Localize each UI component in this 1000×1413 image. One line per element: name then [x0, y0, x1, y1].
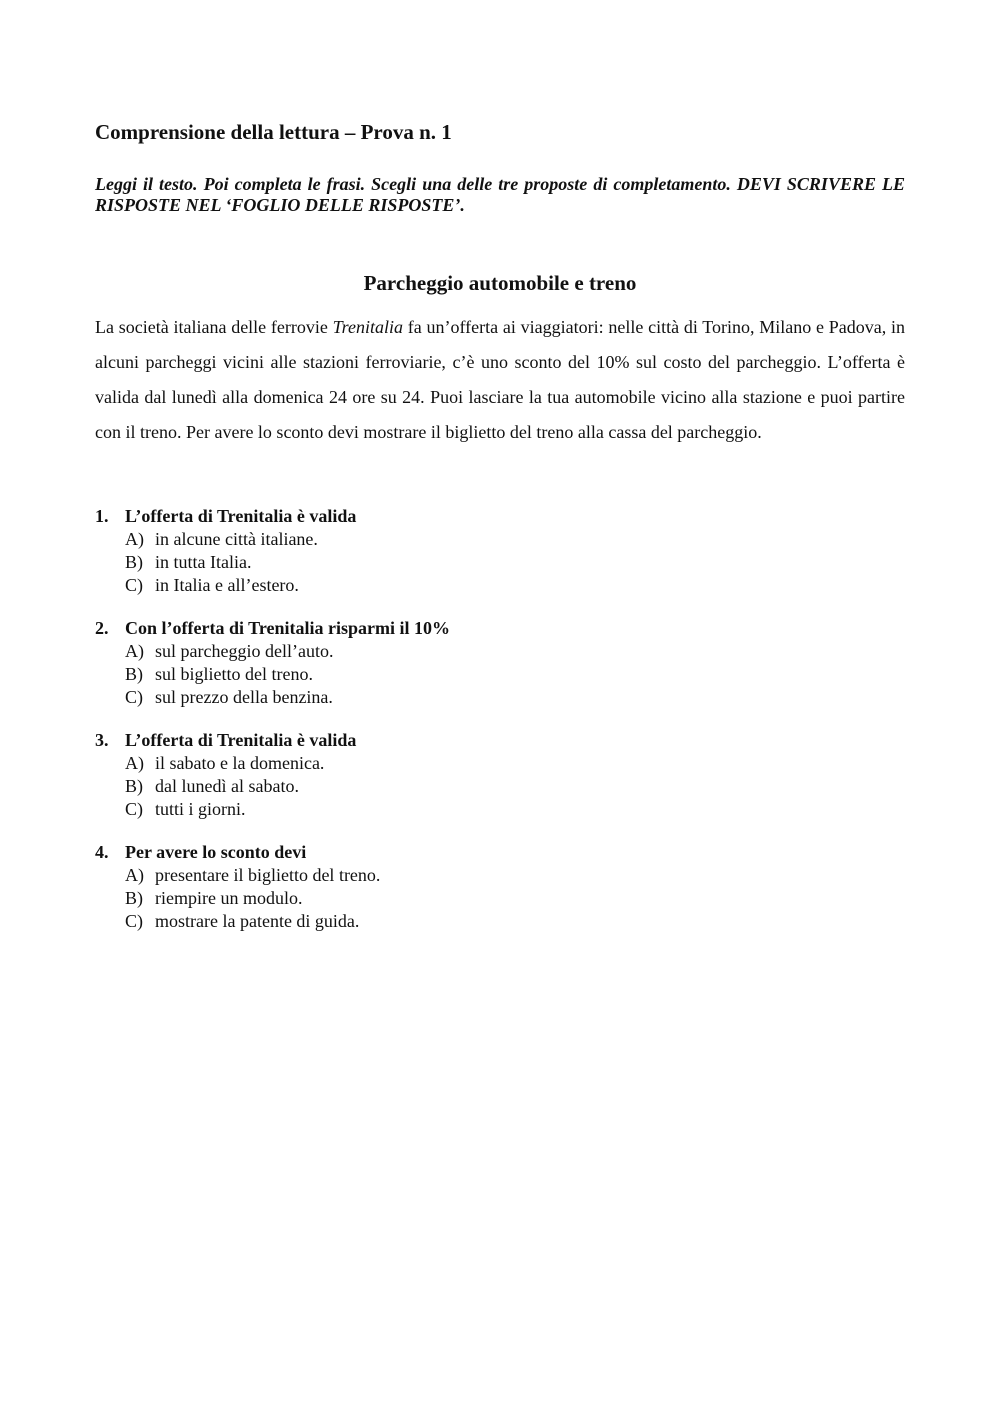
page-title: Comprensione della lettura – Prova n. 1 — [95, 120, 452, 144]
option-letter: A) — [125, 641, 144, 661]
option-text: presentare il biglietto del treno. — [155, 865, 381, 885]
option-c — [125, 574, 905, 597]
passage-text-start: La società italiana delle ferrovie — [95, 317, 333, 337]
option-list — [95, 528, 905, 597]
option-text: mostrare la patente di guida. — [155, 911, 360, 931]
option-list — [95, 640, 905, 709]
option-a — [125, 528, 905, 551]
option-text: sul biglietto del treno. — [155, 664, 313, 684]
question-number: 4. — [95, 842, 109, 862]
option-c — [125, 798, 905, 821]
option-text: il sabato e la domenica. — [155, 753, 325, 773]
question-header — [95, 729, 905, 752]
question-1 — [95, 505, 905, 597]
option-text: tutti i giorni. — [155, 799, 246, 819]
question-header — [95, 505, 905, 528]
option-text: sul prezzo della benzina. — [155, 687, 333, 707]
option-text: in tutta Italia. — [155, 552, 252, 572]
option-b — [125, 663, 905, 686]
question-4 — [95, 841, 905, 933]
option-letter: B) — [125, 552, 143, 572]
question-prompt: L’offerta di Trenitalia è valida — [125, 730, 357, 750]
question-number: 1. — [95, 506, 109, 526]
passage-text — [95, 310, 905, 450]
option-letter: A) — [125, 753, 144, 773]
option-letter: C) — [125, 911, 143, 931]
question-header — [95, 841, 905, 864]
option-letter: B) — [125, 664, 143, 684]
option-list — [95, 864, 905, 933]
option-list — [95, 752, 905, 821]
question-prompt: Con l’offerta di Trenitalia risparmi il 10% — [125, 618, 450, 638]
passage-title: Parcheggio automobile e treno — [363, 271, 637, 295]
option-letter: A) — [125, 529, 144, 549]
instructions: Leggi il testo. Poi completa le frasi. Scegli una delle tre proposte di completamento. DEVI SCRIVERE LE RISPOSTE NEL ‘FOGLIO DELLE RISPOSTE’. — [95, 174, 905, 215]
question-2 — [95, 617, 905, 709]
company-name: Trenitalia — [332, 317, 404, 337]
question-3 — [95, 729, 905, 821]
option-letter: B) — [125, 888, 143, 908]
question-prompt: Per avere lo sconto devi — [125, 842, 307, 862]
question-number: 3. — [95, 730, 109, 750]
option-text: riempire un modulo. — [155, 888, 303, 908]
option-text: in alcune città italiane. — [155, 529, 318, 549]
option-b — [125, 887, 905, 910]
option-c — [125, 686, 905, 709]
option-a — [125, 752, 905, 775]
option-letter: C) — [125, 799, 143, 819]
option-letter: A) — [125, 865, 144, 885]
passage-text-end: fa un’offerta ai viaggiatori: nelle città di Torino, Milano e Padova, in alcuni parcheggi vicini alle stazioni ferroviarie, c’è uno sconto del 10% sul costo del parcheggio. L’offerta è valida dal lunedì alla domenica 24 ore su 24. Puoi lasciare la tua automobile vicino alla stazione e puoi partire con il treno. Per avere lo sconto devi mostrare il biglietto del treno alla cassa del parcheggio. — [95, 317, 905, 442]
option-b — [125, 551, 905, 574]
question-number: 2. — [95, 618, 109, 638]
question-prompt: L’offerta di Trenitalia è valida — [125, 506, 357, 526]
option-text: sul parcheggio dell’auto. — [155, 641, 334, 661]
option-a — [125, 640, 905, 663]
option-text: dal lunedì al sabato. — [155, 776, 299, 796]
option-a — [125, 864, 905, 887]
option-letter: C) — [125, 687, 143, 707]
question-list — [95, 505, 905, 953]
option-letter: B) — [125, 776, 143, 796]
option-text: in Italia e all’estero. — [155, 575, 299, 595]
option-c — [125, 910, 905, 933]
option-b — [125, 775, 905, 798]
option-letter: C) — [125, 575, 143, 595]
question-header — [95, 617, 905, 640]
